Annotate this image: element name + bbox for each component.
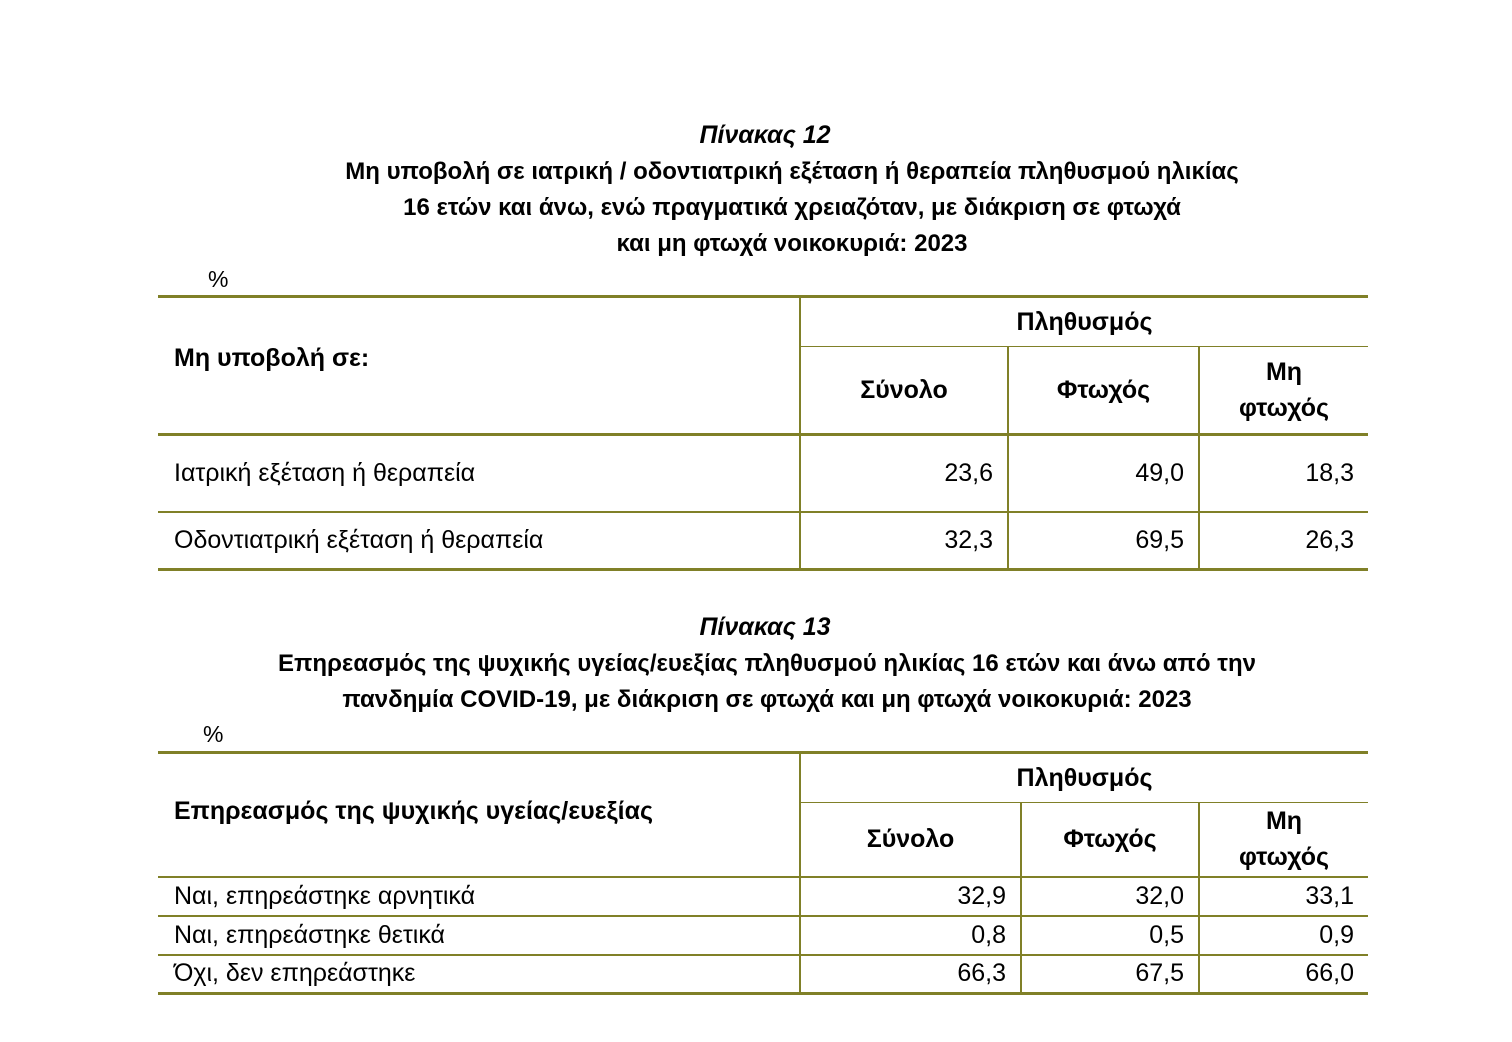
table13-number: Πίνακας 13 [699, 613, 831, 641]
row-label: Ιατρική εξέταση ή θεραπεία [158, 435, 800, 512]
cell-poor: 67,5 [1021, 955, 1199, 994]
table13-group-header: Πληθυσμός [800, 753, 1368, 803]
cell-nonpoor: 33,1 [1199, 877, 1368, 916]
table-row [158, 955, 1368, 994]
table13-col-nonpoor-line-1: Μη [1265, 807, 1303, 836]
table12 [158, 295, 1368, 571]
table-row [158, 512, 1368, 570]
cell-nonpoor: 26,3 [1199, 512, 1368, 570]
row-label: Οδοντιατρική εξέταση ή θεραπεία [158, 512, 800, 570]
table12-title-line-2: 16 ετών και άνω, ενώ πραγματικά χρειαζόταν, με διάκριση σε φτωχά [403, 194, 1181, 221]
row-label: Όχι, δεν επηρεάστηκε [158, 955, 800, 994]
table13-col-nonpoor-line-2: φτωχός [1238, 843, 1329, 872]
row-label: Ναι, επηρεάστηκε αρνητικά [158, 877, 800, 916]
table12-title-line-3: και μη φτωχά νοικοκυριά: 2023 [616, 230, 968, 257]
table12-group-header: Πληθυσμός [800, 297, 1368, 347]
table13 [158, 751, 1368, 995]
table12-caption [0, 118, 1512, 262]
table12-col-nonpoor [1199, 347, 1368, 435]
table-row [158, 435, 1368, 512]
table12-col-poor: Φτωχός [1008, 347, 1199, 435]
cell-poor: 69,5 [1008, 512, 1199, 570]
cell-total: 0,8 [800, 916, 1021, 955]
table13-title-line-2: πανδημία COVID-19, με διάκριση σε φτωχά και μη φτωχά νοικοκυριά: 2023 [342, 686, 1192, 713]
row-label: Ναι, επηρεάστηκε θετικά [158, 916, 800, 955]
cell-poor: 49,0 [1008, 435, 1199, 512]
table-row [158, 877, 1368, 916]
table13-col-nonpoor [1199, 803, 1368, 877]
table13-title-line-1: Επηρεασμός της ψυχικής υγείας/ευεξίας πληθυσμού ηλικίας 16 ετών και άνω από την [278, 650, 1256, 677]
table12-title-line-1: Μη υποβολή σε ιατρική / οδοντιατρική εξέταση ή θεραπεία πληθυσμού ηλικίας [345, 158, 1239, 185]
table13-col-total: Σύνολο [800, 803, 1021, 877]
cell-nonpoor: 66,0 [1199, 955, 1368, 994]
cell-poor: 32,0 [1021, 877, 1199, 916]
table12-col-nonpoor-line-1: Μη [1265, 358, 1303, 386]
table12-col-total: Σύνολο [800, 347, 1008, 435]
cell-nonpoor: 0,9 [1199, 916, 1368, 955]
table12-row-header: Μη υποβολή σε: [158, 297, 800, 435]
cell-poor: 0,5 [1021, 916, 1199, 955]
table12-number: Πίνακας 12 [699, 121, 831, 149]
table13-row-header: Επηρεασμός της ψυχικής υγείας/ευεξίας [158, 753, 800, 877]
table12-unit: % [208, 266, 229, 292]
table13-col-poor: Φτωχός [1021, 803, 1199, 877]
cell-total: 32,3 [800, 512, 1008, 570]
cell-total: 66,3 [800, 955, 1021, 994]
table-row [158, 916, 1368, 955]
cell-total: 32,9 [800, 877, 1021, 916]
cell-nonpoor: 18,3 [1199, 435, 1368, 512]
table13-unit: % [203, 721, 224, 747]
table12-col-nonpoor-line-2: φτωχός [1238, 394, 1329, 422]
cell-total: 23,6 [800, 435, 1008, 512]
table13-caption [0, 610, 1512, 718]
